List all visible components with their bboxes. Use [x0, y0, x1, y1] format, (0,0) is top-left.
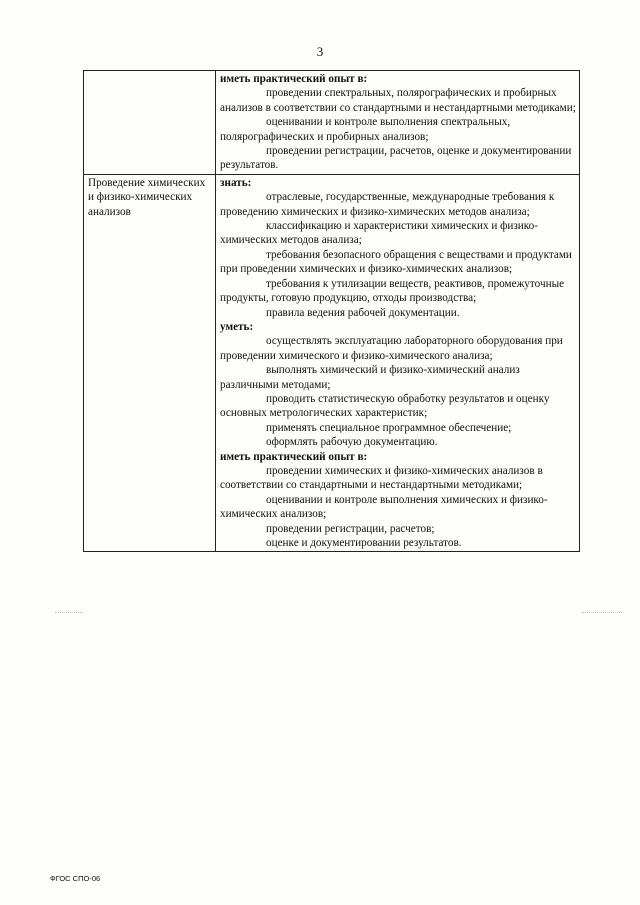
scan-artifact	[55, 612, 83, 613]
list-item: проведении регистрации, расчетов;	[266, 522, 435, 535]
page-number: 3	[316, 44, 324, 59]
list-item: выполнять химический и физико-химический анализ различными методами;	[220, 364, 520, 391]
section-heading: иметь практический опыт в:	[220, 450, 368, 463]
list-item: оценивании и контроле выполнения химических и физико-химических анализов;	[220, 493, 548, 521]
requirements-cell	[216, 174, 580, 552]
section-heading: знать:	[220, 176, 252, 189]
list-item: отраслевые, государственные, международные требования к проведению химических и физико-химических методов анализа;	[220, 191, 555, 218]
table-row	[84, 71, 580, 175]
list-item: классификацию и характеристики химических и физико-химических методов анализа;	[220, 220, 538, 247]
requirements-table	[83, 70, 580, 552]
scan-artifact	[582, 612, 622, 613]
list-item: проведении химических и физико-химических анализов в соответствии со стандартными и нестандартными методиками;	[220, 464, 543, 492]
section-heading: уметь:	[220, 320, 254, 333]
document-footer: ФГОС СПО-06	[50, 874, 101, 883]
requirements-cell	[216, 71, 580, 175]
list-item: применять специальное программное обеспечение;	[266, 421, 512, 434]
list-item: правила ведения рабочей документации.	[266, 306, 460, 319]
list-item: осуществлять эксплуатацию лабораторного оборудования при проведении химического и физико-химического анализа;	[220, 335, 563, 362]
list-item: оценке и документировании результатов.	[266, 537, 462, 549]
list-item: требования безопасного обращения с веществами и продуктами при проведении химических и физико-химических анализов;	[220, 248, 572, 276]
module-name-cell: Проведение химических и физико-химических анализов	[84, 174, 216, 552]
list-item: проводить статистическую обработку результатов и оценку основных метрологических характеристик;	[220, 392, 550, 420]
module-name-cell	[84, 71, 216, 175]
table-row	[84, 174, 580, 552]
list-item: оформлять рабочую документацию.	[266, 436, 438, 449]
list-item: проведении спектральных, полярографических и пробирных анализов в соответствии со стандартными и нестандартными методиками;	[220, 87, 576, 114]
list-item: требования к утилизации веществ, реактивов, промежуточные продукты, готовую продукцию, отходы производства;	[220, 277, 565, 305]
list-item: оценивании и контроле выполнения спектральных, полярографических и пробирных анализов;	[220, 116, 511, 143]
list-item: проведении регистрации, расчетов, оценке и документировании результатов.	[220, 145, 572, 172]
section-heading: иметь практический опыт в:	[220, 73, 368, 85]
